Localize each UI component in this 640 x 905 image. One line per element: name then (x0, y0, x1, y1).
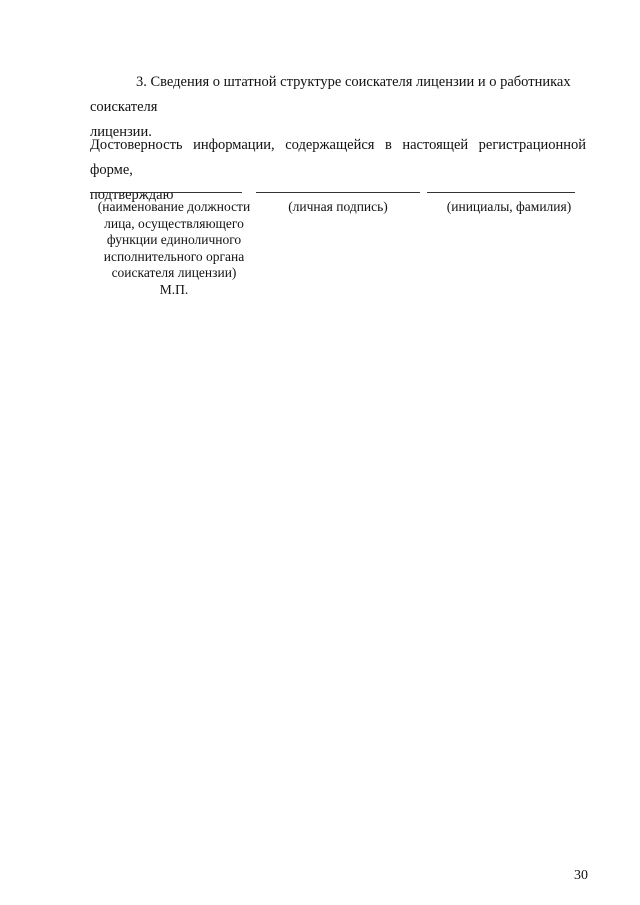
position-signature-line (90, 192, 242, 193)
position-caption-line: лица, осуществляющего (104, 215, 244, 231)
position-caption (94, 199, 254, 298)
signature-caption: (личная подпись) (288, 199, 388, 214)
confirmation-line-1: Достоверность информации, содержащейся в настоящей регистрационной форме, (90, 137, 586, 178)
confirmation-line-2: подтверждаю (90, 187, 174, 203)
stamp-place-label: М.П. (159, 281, 189, 297)
section-3-line-1: 3. Сведения о штатной структуре соискателя лицензии и о работниках соискателя (90, 74, 571, 115)
position-caption-line: функции единоличного (106, 232, 242, 247)
page-number: 30 (574, 868, 588, 883)
position-caption-line: исполнительного органа (103, 248, 245, 264)
personal-signature-line (256, 192, 420, 193)
position-caption-line: соискателя лицензии) (111, 265, 237, 280)
name-caption: (инициалы, фамилия) (446, 199, 572, 214)
signature-block (0, 192, 640, 312)
position-caption-line: (наименование должности (97, 199, 251, 214)
section-3-line-2: лицензии. (90, 124, 152, 140)
name-signature-line (427, 192, 575, 193)
